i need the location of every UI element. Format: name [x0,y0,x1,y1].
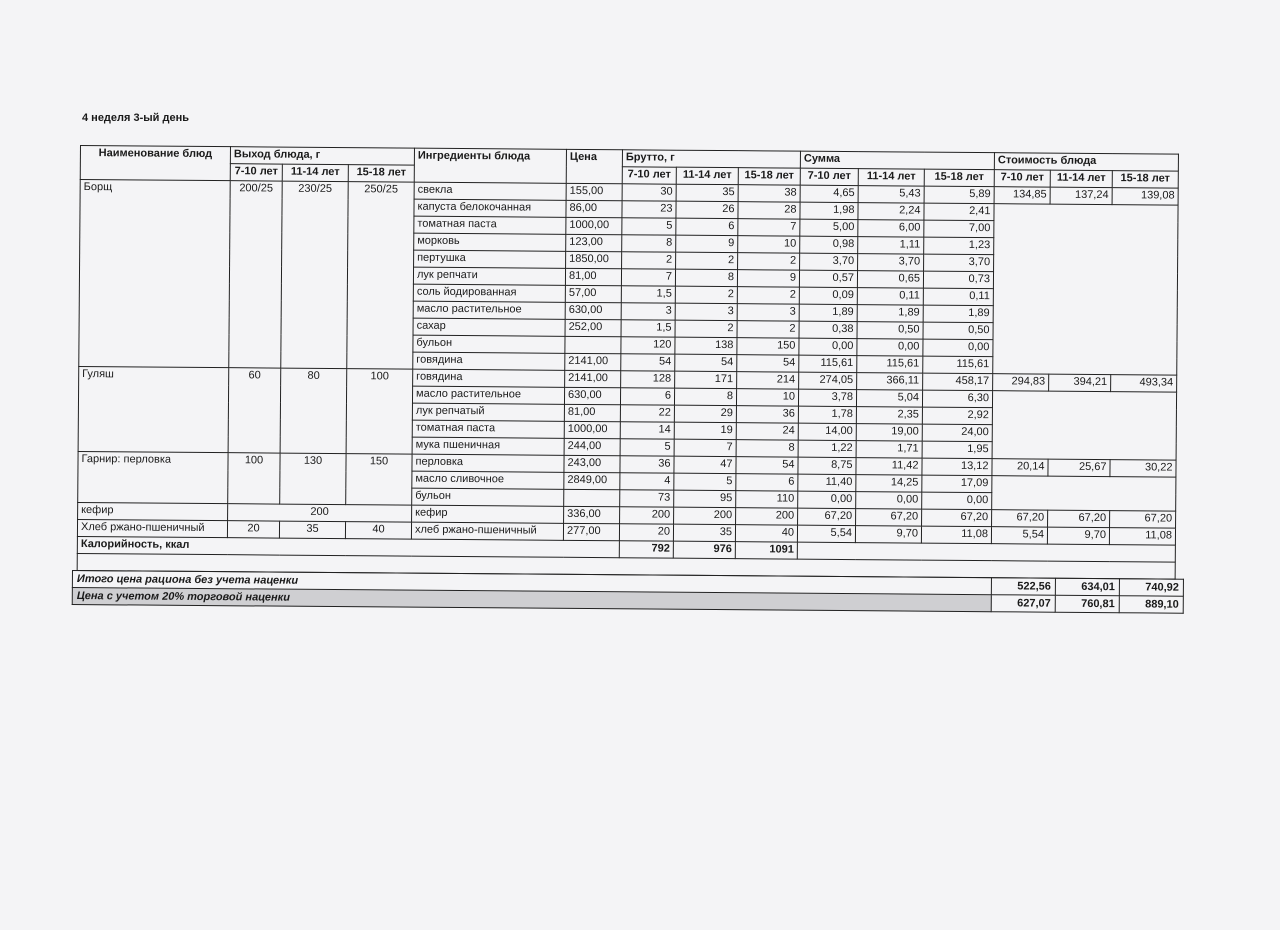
ingredient-sum: 5,89 [924,186,994,204]
ingredient-sum: 9,70 [855,526,921,544]
header-price: Цена [566,149,622,183]
dish-name: Хлеб ржано-пшеничный [77,519,227,537]
ingredient-brutto: 200 [620,507,674,524]
header-age: 11-14 лет [1050,170,1112,187]
ingredient-sum: 5,04 [856,390,922,408]
header-age: 15-18 лет [1112,171,1178,189]
ingredient-sum: 1,71 [856,441,922,459]
dish-yield: 150 [346,454,412,506]
ingredient-brutto: 26 [676,201,738,218]
ingredient-brutto: 9 [737,270,799,287]
markup-15-18: 889,10 [1119,596,1183,614]
ingredient-sum: 11,08 [921,526,991,544]
ingredient-brutto: 47 [674,456,736,473]
dish-name: Гуляш [78,366,229,452]
header-ingredients: Ингредиенты блюда [414,148,566,183]
ingredient-price: 57,00 [565,285,621,302]
ingredient-price: 277,00 [563,523,619,540]
ingredient-price: 1000,00 [564,421,620,438]
ingredient-brutto: 28 [738,202,800,219]
ingredient-price: 630,00 [565,302,621,319]
ingredient-brutto: 73 [620,490,674,507]
ingredient-price: 1000,00 [566,217,622,234]
ingredient-sum: 2,35 [856,407,922,425]
ingredient-sum: 274,05 [799,372,857,389]
ingredient-sum: 8,75 [798,457,856,474]
ingredient-price: 2141,00 [565,370,621,387]
ingredient-brutto: 29 [674,405,736,422]
ingredient-brutto: 8 [736,440,798,457]
ingredient-sum: 1,89 [799,304,857,321]
dish-yield: 230/25 [281,181,348,369]
dish-yield: 80 [280,368,347,454]
ingredient-brutto: 19 [674,422,736,439]
ingredient-brutto: 10 [736,389,798,406]
ingredient-sum: 0,50 [857,322,923,340]
ingredient-price: 630,00 [564,387,620,404]
ingredient-name: бульон [412,488,564,506]
ingredient-sum: 67,20 [922,509,992,527]
ingredient-brutto: 200 [674,507,736,524]
dish-name: кефир [78,502,228,520]
ingredient-sum: 14,00 [798,423,856,440]
header-cost: Стоимость блюда [994,153,1178,171]
ingredient-brutto: 5 [620,439,674,456]
dish-cost: 67,20 [992,510,1048,527]
calories-value: 792 [619,541,673,558]
ingredient-name: соль йодированная [413,284,565,302]
ingredient-brutto: 1,5 [621,320,675,337]
dish-yield: 200/25 [229,181,282,368]
dish-yield: 100 [346,369,413,455]
dish-yield: 200 [228,504,412,522]
ingredient-name: масло растительное [413,301,565,319]
no-markup-label: Итого цена рациона без учета наценки [72,571,991,595]
ingredient-brutto: 7 [621,269,675,286]
ingredient-brutto: 2 [622,252,676,269]
ingredient-name: говядина [413,352,565,370]
ingredient-name: масло сливочное [412,471,564,489]
empty-cost-cell [993,204,1178,375]
menu-table [77,145,1179,580]
dish-cost: 11,08 [1109,528,1175,546]
ingredient-sum: 5,00 [800,219,858,236]
ingredient-brutto: 20 [619,524,673,541]
ingredient-name: перловка [412,454,564,472]
ingredient-name: мука пшеничная [412,437,564,455]
ingredient-sum: 115,61 [857,356,923,374]
dish-yield: 100 [228,453,280,504]
ingredient-sum: 0,00 [799,338,857,355]
ingredient-sum: 1,23 [924,237,994,255]
dish-cost: 134,85 [994,187,1050,204]
ingredient-brutto: 8 [675,269,737,286]
header-age: 15-18 лет [348,165,414,183]
ingredient-name: томатная паста [412,420,564,438]
ingredient-sum: 0,11 [857,288,923,306]
markup-label: Цена с учетом 20% торговой наценки [72,588,991,612]
ingredient-brutto: 6 [676,218,738,235]
ingredient-sum: 3,70 [858,254,924,272]
ingredient-brutto: 214 [737,372,799,389]
ingredient-brutto: 138 [675,337,737,354]
ingredient-brutto: 3 [621,303,675,320]
ingredient-brutto: 6 [620,388,674,405]
dish-cost: 139,08 [1112,188,1178,206]
dish-yield: 60 [228,368,281,453]
dish-yield: 250/25 [347,182,414,370]
ingredient-name: пертушка [414,250,566,268]
no-markup-15-18: 740,92 [1119,579,1183,597]
ingredient-brutto: 54 [675,354,737,371]
ingredient-brutto: 40 [735,525,797,542]
ingredient-name: морковь [414,233,566,251]
ingredient-brutto: 54 [736,457,798,474]
ingredient-sum: 2,24 [858,203,924,221]
header-sum: Сумма [800,151,994,170]
header-brutto: Брутто, г [622,150,800,168]
ingredient-brutto: 3 [675,303,737,320]
ingredient-sum: 0,00 [856,492,922,510]
header-dish: Наименование блюд [80,146,230,181]
ingredient-price: 81,00 [565,268,621,285]
dish-cost: 9,70 [1047,527,1109,544]
ingredient-brutto: 22 [620,405,674,422]
header-age: 11-14 лет [858,169,924,187]
dish-cost: 20,14 [992,459,1048,476]
ingredient-brutto: 38 [738,185,800,202]
ingredient-name: лук репчатый [412,403,564,421]
ingredient-price: 244,00 [564,438,620,455]
dish-yield: 40 [345,522,411,540]
ingredient-sum: 0,65 [857,271,923,289]
ingredient-sum: 2,92 [922,407,992,425]
ingredient-sum: 1,95 [922,441,992,459]
ingredient-brutto: 110 [736,491,798,508]
ingredient-brutto: 5 [674,473,736,490]
header-age: 7-10 лет [230,164,282,181]
markup-7-10: 627,07 [991,595,1055,613]
ingredient-sum: 6,30 [922,390,992,408]
dish-cost: 25,67 [1048,459,1110,476]
dish-cost: 493,34 [1111,375,1177,393]
ingredient-brutto: 54 [621,354,675,371]
ingredient-price: 86,00 [566,200,622,217]
ingredient-brutto: 14 [620,422,674,439]
ingredient-brutto: 1,5 [621,286,675,303]
ingredient-name: томатная паста [414,216,566,234]
ingredient-sum: 24,00 [922,424,992,442]
ingredient-brutto: 150 [737,338,799,355]
dish-yield: 35 [279,521,345,539]
dish-cost: 5,54 [991,527,1047,544]
ingredient-sum: 1,22 [798,440,856,457]
ingredient-sum: 0,09 [799,287,857,304]
ingredient-name: бульон [413,335,565,353]
dish-name: Борщ [79,180,230,368]
ingredient-brutto: 2 [675,286,737,303]
header-age: 7-10 лет [622,167,676,184]
ingredient-sum: 115,61 [923,356,993,374]
header-age: 11-14 лет [676,167,738,184]
calories-value: 1091 [735,542,797,559]
ingredient-sum: 1,78 [798,406,856,423]
ingredient-sum: 458,17 [923,373,993,391]
ingredient-brutto: 23 [622,201,676,218]
ingredient-brutto: 8 [622,235,676,252]
ingredient-sum: 0,98 [800,236,858,253]
totals-table [72,570,1184,614]
dish-name: Гарнир: перловка [78,451,228,503]
no-markup-7-10: 522,56 [991,578,1055,596]
ingredient-brutto: 128 [621,371,675,388]
no-markup-11-14: 634,01 [1055,578,1119,596]
ingredient-name: капуста белокочанная [414,199,566,217]
ingredient-sum: 1,89 [923,305,993,323]
ingredient-sum: 0,00 [922,492,992,510]
ingredient-price: 243,00 [564,455,620,472]
ingredient-sum: 0,00 [798,491,856,508]
ingredient-brutto: 2 [737,287,799,304]
ingredient-brutto: 4 [620,473,674,490]
dish-cost: 30,22 [1110,460,1176,478]
ingredient-sum: 4,65 [800,185,858,202]
ingredient-brutto: 35 [673,524,735,541]
calories-label: Калорийность, ккал [77,536,619,557]
ingredient-brutto: 7 [738,219,800,236]
ingredient-brutto: 5 [622,218,676,235]
calories-value: 976 [673,541,735,558]
ingredient-price: 2849,00 [564,472,620,489]
ingredient-sum: 17,09 [922,475,992,493]
page-title: 4 неделя 3-ый день [82,112,189,124]
ingredient-price: 2141,00 [565,353,621,370]
ingredient-price: 1850,00 [566,251,622,268]
ingredient-brutto: 7 [674,439,736,456]
ingredient-brutto: 36 [620,456,674,473]
ingredient-brutto: 120 [621,337,675,354]
ingredient-brutto: 30 [622,184,676,201]
ingredient-sum: 13,12 [922,458,992,476]
header-age: 7-10 лет [800,168,858,185]
ingredient-brutto: 24 [736,423,798,440]
ingredient-sum: 0,73 [923,271,993,289]
ingredient-brutto: 35 [676,184,738,201]
ingredient-name: хлеб ржано-пшеничный [411,522,563,540]
ingredient-sum: 0,00 [923,339,993,357]
empty-cost-cell [992,476,1176,511]
dish-cost: 294,83 [993,374,1049,391]
ingredient-sum: 1,98 [800,202,858,219]
ingredient-name: свекла [414,182,566,200]
ingredient-sum: 5,43 [858,186,924,204]
ingredient-sum: 0,38 [799,321,857,338]
ingredient-sum: 2,41 [924,203,994,221]
ingredient-sum: 0,11 [923,288,993,306]
ingredient-brutto: 2 [737,321,799,338]
ingredient-price: 123,00 [566,234,622,251]
ingredient-price [564,489,620,506]
ingredient-price: 155,00 [566,183,622,200]
ingredient-sum: 115,61 [799,355,857,372]
ingredient-sum: 11,42 [856,458,922,476]
ingredient-brutto: 10 [738,236,800,253]
ingredient-sum: 3,78 [798,389,856,406]
ingredient-brutto: 171 [675,371,737,388]
ingredient-brutto: 95 [674,490,736,507]
ingredient-name: кефир [412,505,564,523]
markup-11-14: 760,81 [1055,595,1119,613]
ingredient-sum: 366,11 [857,373,923,391]
ingredient-name: масло растительное [412,386,564,404]
header-yield: Выход блюда, г [230,147,414,165]
ingredient-name: лук репчати [413,267,565,285]
empty-cost-cell [992,391,1177,460]
header-age: 15-18 лет [924,169,994,187]
ingredient-sum: 6,00 [858,220,924,238]
ingredient-sum: 7,00 [924,220,994,238]
ingredient-sum: 5,54 [797,525,855,542]
ingredient-brutto: 2 [738,253,800,270]
ingredient-brutto: 8 [674,388,736,405]
ingredient-sum: 3,70 [800,253,858,270]
ingredient-price [565,336,621,353]
ingredient-sum: 11,40 [798,474,856,491]
ingredient-sum: 3,70 [924,254,994,272]
ingredient-sum: 1,89 [857,305,923,323]
ingredient-sum: 19,00 [856,424,922,442]
ingredient-brutto: 2 [676,252,738,269]
ingredient-price: 336,00 [564,506,620,523]
header-age: 15-18 лет [738,168,800,185]
ingredient-brutto: 6 [736,474,798,491]
ingredient-brutto: 54 [737,355,799,372]
ingredient-sum: 67,20 [798,508,856,525]
ingredient-brutto: 9 [676,235,738,252]
ingredient-sum: 14,25 [856,475,922,493]
ingredient-brutto: 36 [736,406,798,423]
header-age: 11-14 лет [282,164,348,182]
dish-yield: 20 [227,521,279,538]
ingredient-sum: 0,00 [857,339,923,357]
dish-cost: 394,21 [1049,374,1111,391]
ingredient-brutto: 2 [675,320,737,337]
ingredient-name: сахар [413,318,565,336]
ingredient-name: говядина [413,369,565,387]
ingredient-sum: 1,11 [858,237,924,255]
dish-yield: 130 [280,453,346,505]
ingredient-price: 81,00 [564,404,620,421]
ingredient-sum: 0,57 [799,270,857,287]
dish-cost: 67,20 [1048,510,1110,527]
header-age: 7-10 лет [994,170,1050,187]
ingredient-price: 252,00 [565,319,621,336]
ingredient-brutto: 3 [737,304,799,321]
ingredient-sum: 67,20 [856,509,922,527]
dish-cost: 67,20 [1110,511,1176,529]
ingredient-brutto: 200 [736,508,798,525]
dish-cost: 137,24 [1050,187,1112,204]
ingredient-sum: 0,50 [923,322,993,340]
